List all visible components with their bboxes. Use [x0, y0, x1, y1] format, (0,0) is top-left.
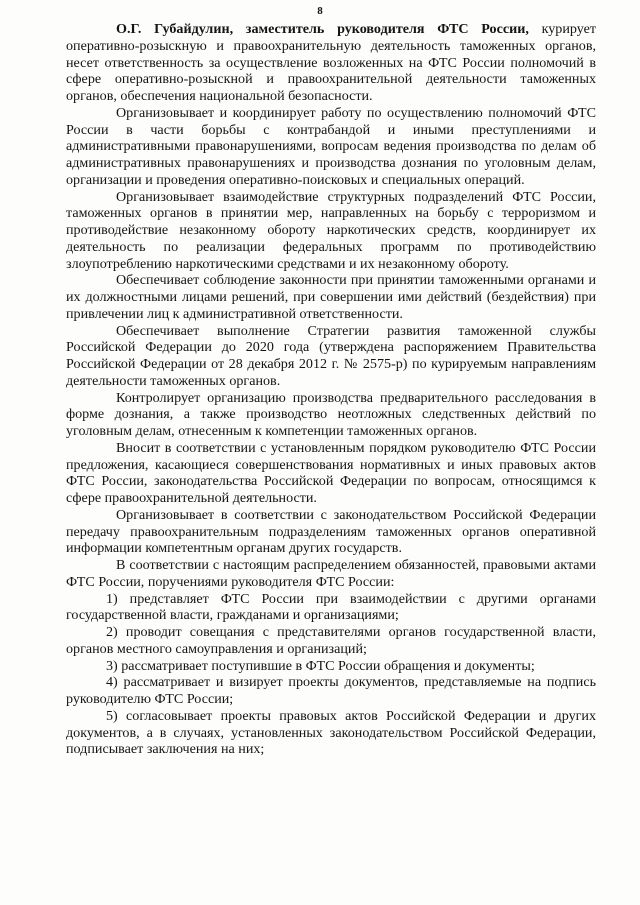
list-item: 4) рассматривает и визирует проекты документов, представляемые на подпись руководителю ФТС России; [66, 674, 596, 707]
paragraph: В соответствии с настоящим распределением обязанностей, правовыми актами ФТС России, поручениями руководителя ФТС России: [66, 557, 596, 590]
page-number: 8 [317, 5, 323, 17]
list-item: 1) представляет ФТС России при взаимодействии с другими органами государственной власти, гражданами и организациями; [66, 590, 596, 624]
paragraph: Контролирует организацию производства предварительного расследования в форме дознания, а также производство неотложных следственных действий по уголовным делам, отнесенным к компетенции таможенных органов. [66, 389, 596, 439]
paragraph: Обеспечивает соблюдение законности при принятии таможенными органами и их должностными лицами решений, при совершении ими действий (бездействия) при привлечении лиц к административной ответственности. [66, 272, 596, 322]
intro-text: курирует оперативно-розыскную и правоохранительную деятельность таможенных органов, несет ответственность за осуществление возложенных на ФТС России полномочий в сфере оперативно-розыскной и правоохранительной деятельности таможенных органов, обеспечения национальной безопасности. [66, 21, 596, 104]
list-item: 2) проводит совещания с представителями органов государственной власти, органов местного самоуправления и организаций; [66, 624, 596, 657]
official-name: О.Г. Губайдулин, заместитель руководителя ФТС России, [116, 21, 529, 37]
intro-paragraph [66, 21, 596, 105]
paragraph: Организовывает в соответствии с законодательством Российской Федерации передачу правоохранительным подразделениям таможенных органов оперативной информации компетентным органам других государств. [66, 506, 596, 557]
paragraph: Организовывает и координирует работу по осуществлению полномочий ФТС России в части борьбы с контрабандой и иными преступлениями и административными правонарушениями, вопросам ведения производства по делам об административных правонарушениях и производства дознания по уголовным делам, организации и проведения оперативно-поисковых и специальных операций. [66, 104, 596, 188]
paragraph: Организовывает взаимодействие структурных подразделений ФТС России, таможенных органов в принятии мер, направленных на борьбу с терроризмом и противодействие незаконному обороту наркотических средств, координирует их деятельность по реализации федеральных программ по противодействию злоупотреблению наркотическими средствами и их незаконному обороту. [66, 188, 596, 272]
list-item: 3) рассматривает поступившие в ФТС России обращения и документы; [106, 657, 535, 674]
paragraph: Вносит в соответствии с установленным порядком руководителю ФТС России предложения, касающиеся совершенствования нормативных и иных правовых актов ФТС России, законодательства Российской Федерации по вопросам, относящимся к сфере правоохранительной деятельности. [66, 439, 596, 506]
list-item: 5) согласовывает проекты правовых актов Российской Федерации и других документов, а в случаях, установленных законодательством Российской Федерации, подписывает заключения на них; [66, 707, 596, 758]
paragraph: Обеспечивает выполнение Стратегии развития таможенной службы Российской Федерации до 2020 года (утверждена распоряжением Правительства Российской Федерации от 28 декабря 2012 г. № 2575-р) по курируемым направлениям деятельности таможенных органов. [66, 322, 596, 389]
document-body [66, 21, 596, 758]
